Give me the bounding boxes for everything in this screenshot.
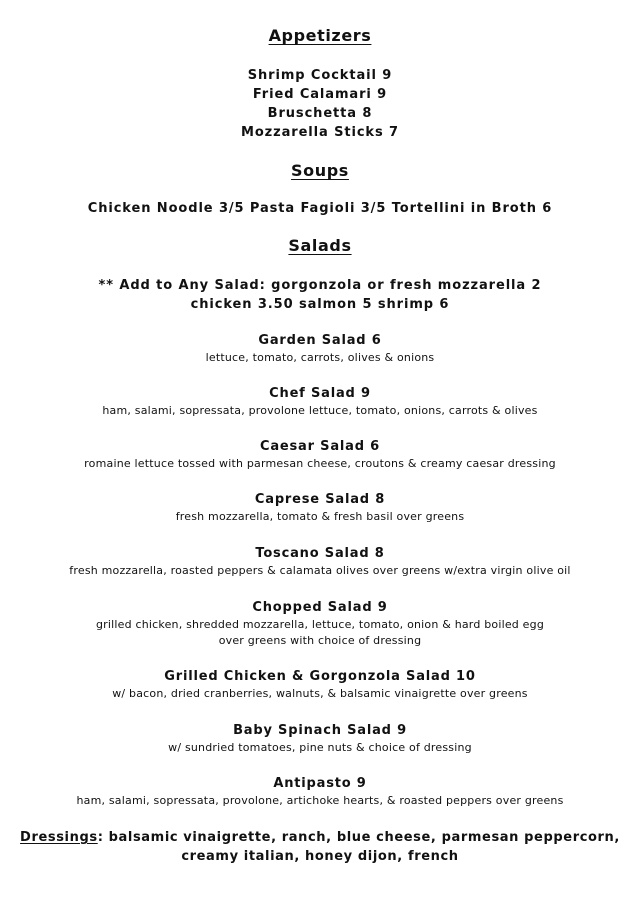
salad-description: fresh mozzarella, roasted peppers & calamata olives over greens w/extra virgin olive oil — [69, 564, 571, 577]
appetizer-item: Shrimp Cocktail 9 — [247, 68, 393, 83]
salad-name: Antipasto 9 — [273, 776, 367, 791]
salad-description: ham, salami, sopressata, provolone, artichoke hearts, & roasted peppers over greens — [76, 794, 564, 807]
dressings-label: Dressings — [20, 830, 98, 845]
salad-name: Chopped Salad 9 — [252, 600, 388, 615]
appetizer-list — [0, 66, 640, 142]
appetizer-item: Bruschetta 8 — [267, 106, 373, 121]
appetizer-item: Mozzarella Sticks 7 — [240, 125, 399, 140]
appetizers-heading: Appetizers — [268, 26, 372, 45]
salad-name: Caesar Salad 6 — [259, 439, 381, 454]
salads-heading: Salads — [288, 236, 352, 255]
salad-description: lettuce, tomato, carrots, olives & onions — [205, 351, 435, 364]
salad-antipasto — [0, 774, 640, 809]
salad-description: grilled chicken, shredded mozzarella, lettuce, tomato, onion & hard boiled egg — [95, 618, 545, 631]
dressings-block — [0, 828, 640, 866]
salad-baby-spinach — [0, 721, 640, 756]
addon-line: ** Add to Any Salad: gorgonzola or fresh mozzarella 2 — [98, 278, 542, 293]
soups-heading: Soups — [291, 161, 349, 180]
salad-description: w/ sundried tomatoes, pine nuts & choice of dressing — [168, 741, 472, 754]
salad-description: w/ bacon, dried cranberries, walnuts, & balsamic vinaigrette over greens — [112, 687, 528, 700]
salad-caesar — [0, 437, 640, 472]
addon-line: chicken 3.50 salmon 5 shrimp 6 — [190, 297, 450, 312]
salad-caprese — [0, 490, 640, 525]
dressings-list: : balsamic vinaigrette, ranch, blue cheese, parmesan peppercorn, — [97, 830, 620, 845]
salad-chopped — [0, 598, 640, 649]
salad-name: Toscano Salad 8 — [255, 546, 385, 561]
salad-description: over greens with choice of dressing — [218, 634, 422, 647]
salad-name: Chef Salad 9 — [269, 386, 371, 401]
salad-description: romaine lettuce tossed with parmesan cheese, croutons & creamy caesar dressing — [84, 457, 556, 470]
dressings-line: creamy italian, honey dijon, french — [181, 849, 459, 864]
salad-name: Garden Salad 6 — [258, 333, 382, 348]
soups-line: Chicken Noodle 3/5 Pasta Fagioli 3/5 Tortellini in Broth 6 — [87, 201, 553, 216]
appetizer-item: Fried Calamari 9 — [252, 87, 388, 102]
salad-name: Grilled Chicken & Gorgonzola Salad 10 — [164, 669, 476, 684]
salad-grilled-chicken-gorgonzola — [0, 667, 640, 702]
salad-description: ham, salami, sopressata, provolone lettuce, tomato, onions, carrots & olives — [102, 404, 538, 417]
salad-chef — [0, 384, 640, 419]
salad-name: Baby Spinach Salad 9 — [233, 723, 407, 738]
salad-addon-note — [0, 276, 640, 314]
salad-toscano — [0, 544, 640, 579]
dressings-line — [0, 828, 640, 847]
salad-name: Caprese Salad 8 — [254, 492, 386, 507]
salad-description: fresh mozzarella, tomato & fresh basil over greens — [175, 510, 465, 523]
salad-garden — [0, 331, 640, 366]
